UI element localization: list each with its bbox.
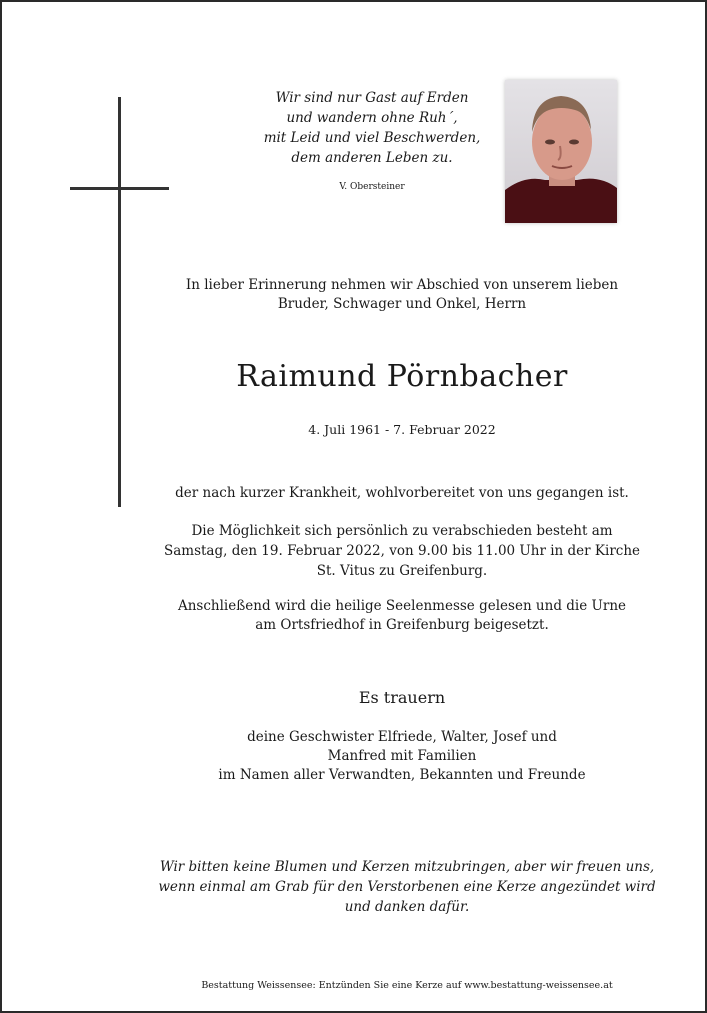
farewell-line: Die Möglichkeit sich persönlich zu verabschieden besteht am <box>191 523 613 539</box>
mourners-line: deine Geschwister Elfriede, Walter, Josef und <box>247 729 557 745</box>
cross-icon-horizontal <box>70 187 169 190</box>
mourners-list <box>152 728 652 785</box>
intro-line: In lieber Erinnerung nehmen wir Abschied von unserem lieben <box>185 277 619 293</box>
burial-line: Anschließend wird die heilige Seelenmesse gelesen und die Urne <box>177 598 627 614</box>
intro-line: Bruder, Schwager und Onkel, Herrn <box>277 296 527 312</box>
closing-line: wenn einmal am Grab für den Verstorbenen eine Kerze angezündet wird <box>158 879 656 895</box>
cross-icon-vertical <box>118 97 121 507</box>
closing-request <box>152 857 662 917</box>
deceased-name: Raimund Pörnbacher <box>236 359 568 394</box>
burial-info <box>132 597 672 635</box>
portrait-photo <box>505 80 617 223</box>
mourners-line: im Namen aller Verwandten, Bekannten und Freunde <box>218 767 586 783</box>
mourners-title: Es trauern <box>358 688 446 707</box>
poem-line: Wir sind nur Gast auf Erden <box>275 90 469 106</box>
farewell-line: Samstag, den 19. Februar 2022, von 9.00 bis 11.00 Uhr in der Kirche <box>163 543 641 559</box>
portrait-icon <box>505 80 617 223</box>
intro-text <box>152 276 652 314</box>
passing-note: der nach kurzer Krankheit, wohlvorbereitet von uns gegangen ist. <box>175 485 629 501</box>
poem-line: dem anderen Leben zu. <box>291 150 453 166</box>
closing-line: und danken dafür. <box>344 899 470 915</box>
mourners-line: Manfred mit Familien <box>327 748 477 764</box>
poem-author: V. Obersteiner <box>339 182 405 192</box>
burial-line: am Ortsfriedhof in Greifenburg beigesetzt. <box>255 617 549 633</box>
footer-note: Bestattung Weissensee: Entzünden Sie eine Kerze auf www.bestattung-weissensee.at <box>201 980 613 991</box>
poem <box>222 88 522 168</box>
life-dates: 4. Juli 1961 - 7. Februar 2022 <box>308 422 496 437</box>
farewell-line: St. Vitus zu Greifenburg. <box>316 563 488 579</box>
farewell-info <box>132 521 672 581</box>
poem-line: mit Leid und viel Beschwerden, <box>263 130 481 146</box>
closing-line: Wir bitten keine Blumen und Kerzen mitzubringen, aber wir freuen uns, <box>159 859 655 875</box>
poem-line: und wandern ohne Ruh´, <box>286 110 458 126</box>
